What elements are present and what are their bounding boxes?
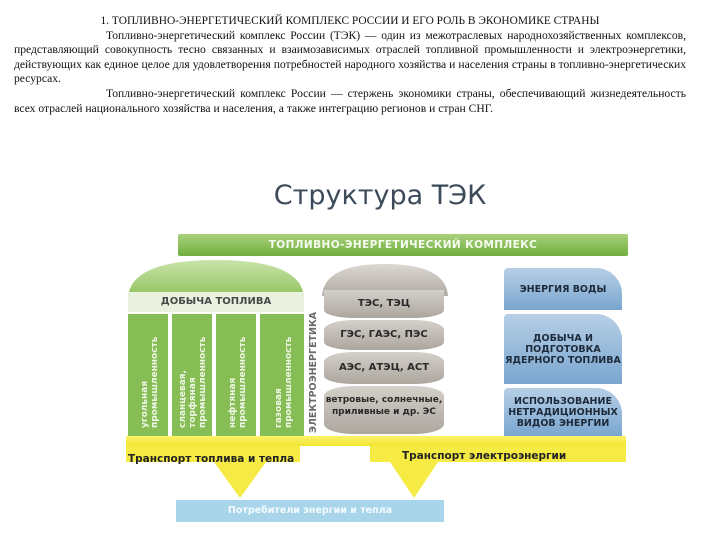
coal-column [128,314,168,436]
paragraph-definition: Топливно-энергетический комплекс России (ТЭК) — один из межотраслевых народнохозяйственных комплексов, представляющий совокупность тесно связанных и взаимозависимых отраслей топливной промышленности и электроэнергетики, действующих как единое целое для удовлетворения потребностей народного хозяйства и населения страны в топливно-энергетических ресурсах. [14,28,686,86]
nuclear-plants-layer: АЭС, АТЭЦ, АСТ [324,352,444,384]
transport-bar [126,436,626,446]
paragraph-role: Топливно-энергетический комплекс России — стержень экономики страны, обеспечивающий жизнедеятельность всех отраслей национального хозяйства и населения, а также интеграцию регионов и стран СНГ. [14,86,686,115]
shale-peat-industry-label: сланцевая, торфяная промышленность [178,336,208,428]
power-label-column [308,308,322,436]
fuel-transport-label: Транспорт топлива и тепла [128,453,295,465]
fuel-header: ДОБЫЧА ТОПЛИВА [160,296,272,307]
thermal-plants-layer: ТЭС, ТЭЦ [324,290,444,318]
gas-industry-label: газовая промышленность [274,336,294,428]
hydro-plants-layer: ГЭС, ГАЭС, ПЭС [324,320,444,350]
transport-band [120,436,640,502]
oil-column [216,314,256,436]
alternative-energy-box: ИСПОЛЬЗОВАНИЕ НЕТРАДИЦИОННЫХ ВИДОВ ЭНЕРГИИ [504,388,622,436]
renewable-plants-layer: ветровые, солнечные, приливные и др. ЭС [324,386,444,434]
gas-column [260,314,304,436]
coal-industry-label: угольная промышленность [140,336,160,428]
fuel-header-band [128,292,304,312]
diagram-title: Структура ТЭК [273,180,487,211]
nuclear-fuel-box: ДОБЫЧА И ПОДГОТОВКА ЯДЕРНОГО ТОПЛИВА [504,314,622,384]
consumers-box: Потребители энергии и тепла [176,500,444,522]
document-text [14,14,686,116]
shale-peat-column [172,314,212,436]
tek-structure-diagram [120,180,640,530]
power-transport-label: Транспорт электроэнергии [402,450,567,462]
complex-header-bar: ТОПЛИВНО-ЭНЕРГЕТИЧЕСКИЙ КОМПЛЕКС [178,234,628,256]
document-heading: 1. ТОПЛИВНО-ЭНЕРГЕТИЧЕСКИЙ КОМПЛЕКС РОССИИ И ЕГО РОЛЬ В ЭКОНОМИКЕ СТРАНЫ [100,15,600,27]
power-industry-label: ЭЛЕКТРОЭНЕРГЕТИКА [308,311,319,433]
water-energy-box: ЭНЕРГИЯ ВОДЫ [504,268,622,310]
oil-industry-label: нефтяная промышленность [228,336,248,428]
